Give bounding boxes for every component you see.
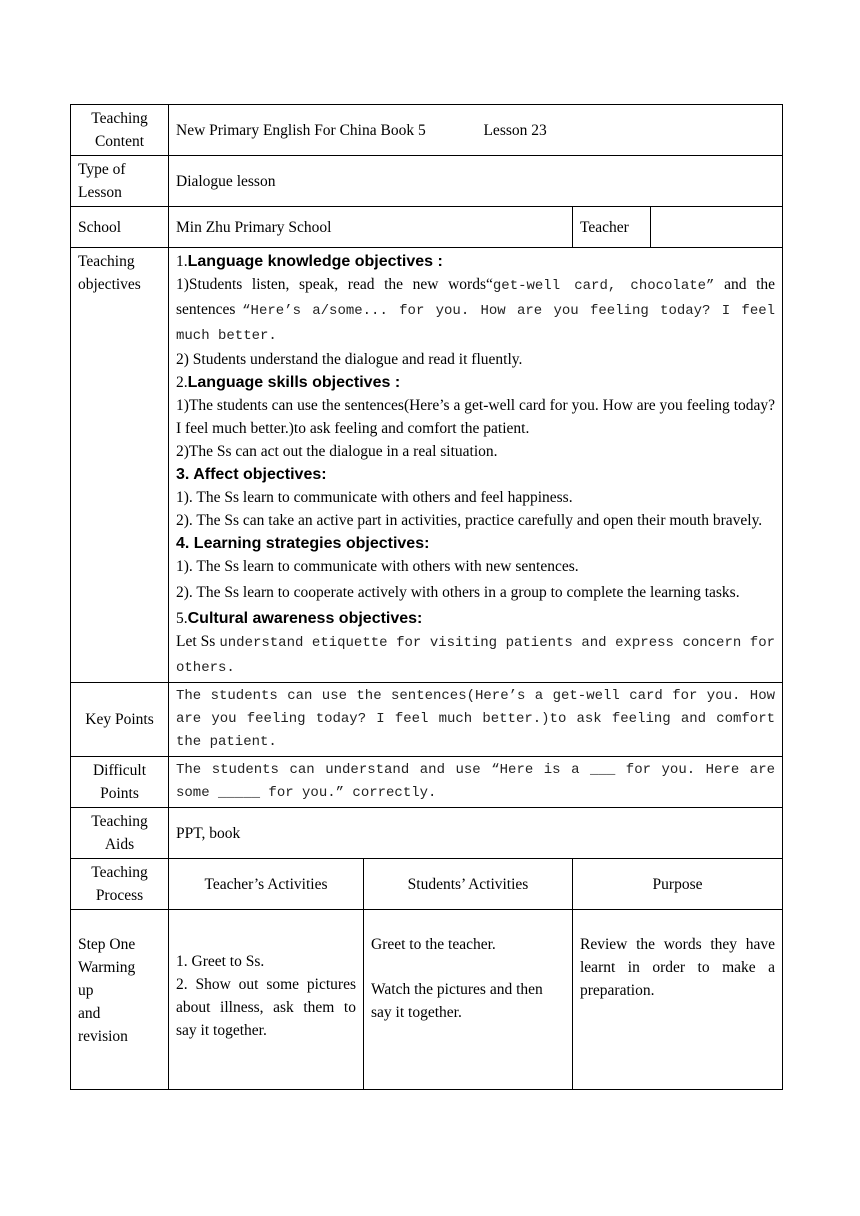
col-students-activities: Students’ Activities xyxy=(364,859,573,910)
heading-skills: Language skills objectives : xyxy=(187,374,401,391)
school-value: Min Zhu Primary School xyxy=(169,207,573,248)
lesson-type-value: Dialogue lesson xyxy=(169,156,783,207)
row-step-one xyxy=(71,910,783,1090)
teaching-aids-label: Teaching Aids xyxy=(71,808,169,859)
row-difficult-points xyxy=(71,757,783,808)
difficult-points-label: Difficult Points xyxy=(71,757,169,808)
heading-affect: 3. Affect objectives: xyxy=(176,466,327,483)
step-one-teacher: 1. Greet to Ss. 2. Show out some pictures about illness, ask them to say it together. xyxy=(169,910,364,1090)
row-teaching-content xyxy=(71,105,783,156)
teaching-aids-value: PPT, book xyxy=(169,808,783,859)
objectives-label: Teaching objectives xyxy=(71,248,169,683)
key-points-value: The students can use the sentences(Here’s a get-well card for you. How are you feeling today? I feel much better.)to ask feeling and comfort the patient. xyxy=(169,683,783,757)
col-teacher-activities: Teacher’s Activities xyxy=(169,859,364,910)
teaching-content-label: Teaching Content xyxy=(71,105,169,156)
teaching-process-label: Teaching Process xyxy=(71,859,169,910)
row-objectives xyxy=(71,248,783,683)
teaching-content-value xyxy=(169,105,783,156)
key-points-label: Key Points xyxy=(71,683,169,757)
objectives-content: 1.Language knowledge objectives : 1)Students listen, speak, read the new words“get-well card, chocolate” and the sentences “Here’s a/some... for you. How are you feeling today? I feel much better. 2) Students understand the dialogue and read it fluently. 2.Language skills objectives : 1)The students can use the sentences(Here’s a get-well card for you. How are you feeling today? I feel much better.)to ask feeling and comfort the patient. 2)The Ss can act out the dialogue in a real situation. 3. Affect objectives: 1). The Ss learn to communicate with others and feel happiness. 2). The Ss can take an active part in activities, practice carefully and open their mouth bravely. 4. Learning strategies objectives: 1). The Ss learn to communicate with others with new sentences. 2). The Ss learn to cooperate actively with others in a group to complete the learning tasks. 5.Cultural awareness objectives: Let Ss understand etiquette for visiting patients and express concern for others. xyxy=(169,248,783,683)
teacher-value xyxy=(651,207,783,248)
lesson-number: Lesson 23 xyxy=(483,121,547,139)
step-one-students: Greet to the teacher. Watch the pictures and then say it together. xyxy=(364,910,573,1090)
row-school xyxy=(71,207,783,248)
heading-strategies: 4. Learning strategies objectives: xyxy=(176,535,430,552)
difficult-points-value: The students can understand and use “Here is a ___ for you. Here are some _____ for you.” correctly. xyxy=(169,757,783,808)
heading-knowledge: Language knowledge objectives : xyxy=(187,253,443,270)
row-teaching-aids xyxy=(71,808,783,859)
row-key-points xyxy=(71,683,783,757)
step-one-label: Step One Warming up and revision xyxy=(71,910,169,1090)
lesson-type-label: Type of Lesson xyxy=(71,156,169,207)
teacher-label: Teacher xyxy=(573,207,651,248)
lesson-plan-table xyxy=(70,104,783,1090)
school-label: School xyxy=(71,207,169,248)
step-one-purpose: Review the words they have learnt in order to make a preparation. xyxy=(573,910,783,1090)
row-process-header xyxy=(71,859,783,910)
book-title: New Primary English For China Book 5 xyxy=(176,121,426,139)
heading-cultural: Cultural awareness objectives: xyxy=(187,610,423,627)
col-purpose: Purpose xyxy=(573,859,783,910)
row-lesson-type xyxy=(71,156,783,207)
